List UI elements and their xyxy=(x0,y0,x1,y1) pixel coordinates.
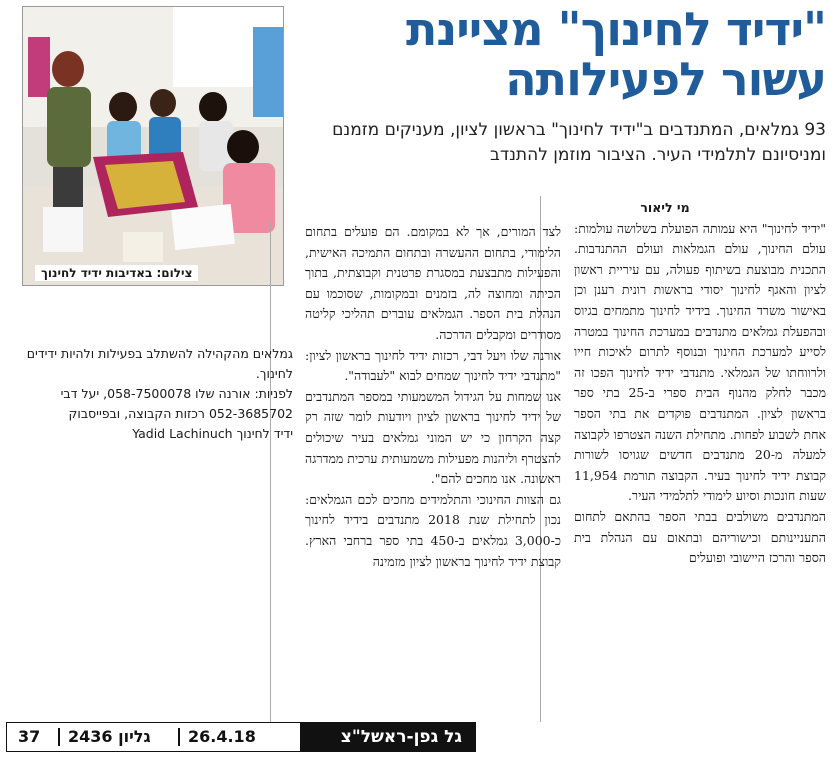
contact-line-1: לפניות: אורנה שלו 058-7500078, יעל דבי xyxy=(60,386,293,401)
issue-number: גליון 2436 xyxy=(68,727,151,746)
article-photo xyxy=(22,6,284,286)
page-number: 37 xyxy=(18,727,41,746)
paragraph: גם הצוות החינוכי והתלמידים מחכים לכם הגמלאים: נכון לתחילת שנת 2018 מתנדבים בידיד לחינוך כ-3,000 גמלאים ב-450 בתי ספר ברחבי הארץ. קבוצת ידיד לחינוך בראשון לציון מזמינה xyxy=(305,491,561,569)
subheadline: 93 גמלאים, המתנדבים ב"ידיד לחינוך" בראשון לציון, מעניקים מזמנם ומניסיונם לתלמידי העיר. הציבור מוזמן להתנדב xyxy=(332,120,826,165)
footer-separator xyxy=(178,728,180,746)
headline xyxy=(306,4,826,104)
article-sidebar xyxy=(23,344,293,454)
article-column-2 xyxy=(305,222,561,728)
footer-separator xyxy=(58,728,60,746)
paragraph: "ידיד לחינוך" היא עמותה הפועלת בשלושה עולמות: עולם החינוך, עולם הגמלאות ועולם ההתנדבות. התכנית מבוצעת בשיתוף פעולה, עם עיריית ראשון לציון והאגף לחינוך יסודי בראשות רונית רענן וכן באישור משרד החינוך. בידיד לחינוך מתמחים בגיוס ובהפעלת גמלאים מתנדבים במערכת החינוך במטרה לסייע למערכת החינוך ובנוסף לתרום לאיכות חייו ולרווחתו של הגמלאי. מתנדבי ידיד לחינוך הפכו זה מכבר לחלק מהנוף הבית ספרי ב-25 בתי ספר בראשון לציון. המתנדבים פוקדים את בתי הספר אחת לשבוע לפחות. מתחילת השנה הצטרפו לקבוצה למעלה מ-20 מתנדבים חדשים שגויסו לשורות קבוצת ידיד לחינוך בעיר. הקבוצה תורמת 11,954 שעות חונכות וסיוע לימודי לתלמידי העיר. xyxy=(574,220,826,504)
page-footer xyxy=(0,720,480,756)
facebook-name-hebrew: ידיד לחינוך xyxy=(236,426,293,441)
facebook-name-latin: Yadid Lachinuch xyxy=(132,426,233,441)
paragraph: אנו שמחות על הגידול המשמעותי במספר המתנדבים של ידיד לחינוך בראשון לציון ויודעות לומר שזה רק קצה הקרחון כי יש המוני גמלאים בעיר שיכולים להצטרף וליהנות מפעילות משמעותית ערכית ממדרגה ראשונה. אנו מחכים להם". xyxy=(305,388,561,487)
classroom-photo-illustration xyxy=(23,7,284,286)
article-column-1 xyxy=(574,198,826,728)
issue-date: 26.4.18 xyxy=(188,727,256,746)
column-divider xyxy=(270,222,271,722)
paragraph: לצד המורים, אך לא במקומם. הם פועלים בתחום הלימודי, בתחום ההעשרה ובתחום התמיכה האישית, והפעילות מתבצעת במסגרת פרטנית וקבוצתית, בתוך הכיתה ומחוצה לה, בזמנים ובמקומות, שסוכמו עם הנהלת בית הספר. הגמלאים עוברים תהליכי קליטה מסודרים ומקבלים הדרכה. xyxy=(305,224,561,342)
invite-text: גמלאים מהקהילה להשתלב בפעילות ולהיות ידידים לחינוך. xyxy=(26,346,293,381)
byline: מי ליאור xyxy=(640,200,690,215)
publication-name: גל גפן-ראשל"צ xyxy=(300,722,476,752)
paragraph: המתנדבים משולבים בבתי הספר בהתאם לתחום התעניינותם וכישוריהם ובתאום עם הנהלת בית הספר והרכז היישובי ופועלים xyxy=(574,508,826,566)
headline-line-1: "ידיד לחינוך" מציינת xyxy=(406,2,826,56)
facebook-line xyxy=(23,424,293,444)
photo-credit: צילום: באדיבות ידיד לחינוך xyxy=(35,265,198,281)
contact-line-2: 052-3685702 רכזות הקבוצה, ובפייסבוק xyxy=(68,406,293,421)
headline-line-2: עשור לפעילותה xyxy=(505,52,826,106)
paragraph: אורנה שלו ויעל דבי, רכזות ידיד לחינוך בראשון לציון: "מתנדבי ידיד לחינוך שמחים לבוא "לעבודה". xyxy=(305,347,561,384)
